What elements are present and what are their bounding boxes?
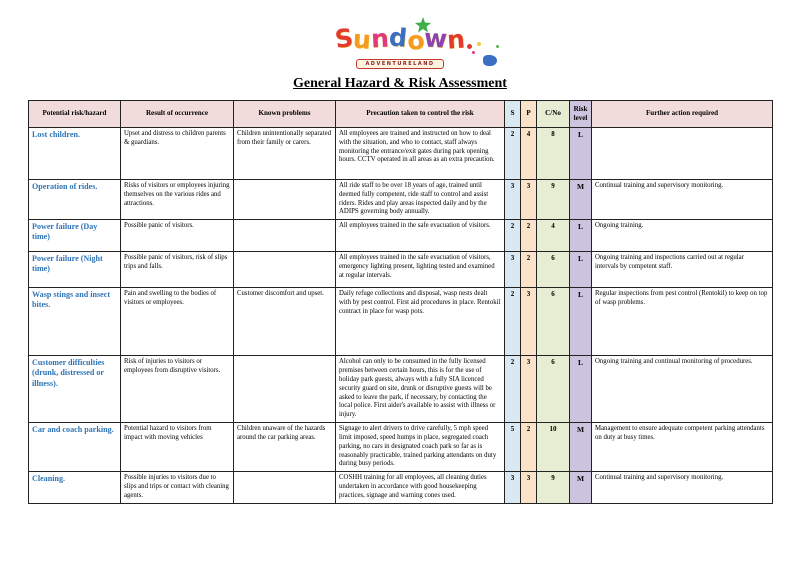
table-row — [29, 423, 773, 472]
cell-risk-level: M — [570, 423, 592, 472]
page-title: General Hazard & Risk Assessment — [293, 76, 507, 91]
table-header-row — [29, 101, 773, 128]
cell-known-problems: Children unintentionally separated from their family or carers. — [234, 128, 336, 180]
cell-probability-score: 3 — [521, 472, 537, 503]
cell-severity-score: 3 — [505, 180, 521, 220]
cell-further-action: Continual training and supervisory monitoring. — [592, 180, 773, 220]
cell-further-action: Management to ensure adequate competent parking attendants on duty at busy times. — [592, 423, 773, 472]
cell-cno-score: 6 — [537, 288, 570, 356]
cell-precaution: All ride staff to be over 18 years of age, trained until deemed fully competent, ride staff to control and assist riders. Rides and play areas inspected daily and by the ADIPS governing body annually. — [336, 180, 505, 220]
cell-known-problems — [234, 356, 336, 423]
cell-hazard: Wasp stings and insect bites. — [29, 288, 121, 356]
cell-further-action: Continual training and supervisory monitoring. — [592, 472, 773, 503]
table-row — [29, 180, 773, 220]
cell-severity-score: 3 — [505, 252, 521, 288]
cell-known-problems: Customer discomfort and upset. — [234, 288, 336, 356]
cell-result: Risk of injuries to visitors or employees from disruptive visitors. — [121, 356, 234, 423]
cell-precaution: All employees trained in the safe evacuation of visitors. — [336, 220, 505, 252]
cell-cno-score: 10 — [537, 423, 570, 472]
cell-severity-score: 3 — [505, 472, 521, 503]
cell-precaution: Signage to alert drivers to drive carefully, 5 mph speed limit imposed, speed humps in place, segregated coach parking, no cars in designated coach park so far as is reasonably practicable, trained parking attendants on duty during busy periods. — [336, 423, 505, 472]
cell-result: Upset and distress to children parents & guardians. — [121, 128, 234, 180]
cell-precaution: COSHH training for all employees, all cleaning duties undertaken in accordance with good housekeeping practices, signage and warning cones used. — [336, 472, 505, 503]
col-header-hazard: Potential risk/hazard — [29, 101, 121, 128]
cell-result: Pain and swelling to the bodies of visitors or employees. — [121, 288, 234, 356]
cell-severity-score: 2 — [505, 356, 521, 423]
table-row — [29, 472, 773, 503]
cell-precaution: All employees are trained and instructed on how to deal with the situation, and who to contact, staff always monitoring the entrance/exit gates during park opening hours. CCTV operated in all areas as an extra precaution. — [336, 128, 505, 180]
cell-known-problems — [234, 220, 336, 252]
cell-result: Possible injuries to visitors due to slips and trips or contact with cleaning agents. — [121, 472, 234, 503]
cell-further-action: Regular inspections from pest control (Rentokil) to keep on top of wasp problems. — [592, 288, 773, 356]
cell-probability-score: 3 — [521, 180, 537, 220]
cell-result: Possible panic of visitors, risk of slips trips and falls. — [121, 252, 234, 288]
cell-probability-score: 4 — [521, 128, 537, 180]
col-header-result: Result of occurrence — [121, 101, 234, 128]
cell-known-problems — [234, 472, 336, 503]
cell-precaution: Daily refuge collections and disposal, wasp nests dealt with by pest control. First aid procedures in place. Rentokil contract in place for wasp pots. — [336, 288, 505, 356]
cell-result: Possible panic of visitors. — [121, 220, 234, 252]
col-header-probability: P — [521, 101, 537, 128]
col-header-cno: C/No — [537, 101, 570, 128]
sundown-logo — [305, 22, 495, 70]
logo-banner-text: ADVENTURELAND — [356, 59, 443, 69]
cell-cno-score: 9 — [537, 472, 570, 503]
cell-known-problems: Children unaware of the hazards around the car parking areas. — [234, 423, 336, 472]
cell-risk-level: L — [570, 252, 592, 288]
cell-result: Potential hazard to visitors from impact with moving vehicles — [121, 423, 234, 472]
cell-hazard: Power failure (Day time) — [29, 220, 121, 252]
table-row — [29, 288, 773, 356]
logo-wordmark: Sundown — [333, 22, 466, 56]
col-header-further-action: Further action required — [592, 101, 773, 128]
cell-result: Risks of visitors or employees injuring themselves on the various rides and attractions. — [121, 180, 234, 220]
cell-cno-score: 6 — [537, 356, 570, 423]
cell-known-problems — [234, 180, 336, 220]
cell-severity-score: 5 — [505, 423, 521, 472]
cell-further-action — [592, 128, 773, 180]
cell-hazard: Power failure (Night time) — [29, 252, 121, 288]
cell-cno-score: 4 — [537, 220, 570, 252]
cell-hazard: Customer difficulties (drunk, distressed or illness). — [29, 356, 121, 423]
cell-known-problems — [234, 252, 336, 288]
col-header-precaution: Precaution taken to control the risk — [336, 101, 505, 128]
cell-cno-score: 9 — [537, 180, 570, 220]
cell-probability-score: 2 — [521, 220, 537, 252]
logo-confetti-graphic — [465, 42, 499, 68]
cell-severity-score: 2 — [505, 288, 521, 356]
cell-risk-level: L — [570, 356, 592, 423]
cell-risk-level: L — [570, 220, 592, 252]
cell-probability-score: 3 — [521, 356, 537, 423]
col-header-risk-level: Risk level — [570, 101, 592, 128]
table-row — [29, 356, 773, 423]
cell-probability-score: 2 — [521, 252, 537, 288]
table-row — [29, 252, 773, 288]
col-header-known-problems: Known problems — [234, 101, 336, 128]
col-header-severity: S — [505, 101, 521, 128]
cell-cno-score: 8 — [537, 128, 570, 180]
cell-risk-level: M — [570, 472, 592, 503]
cell-probability-score: 2 — [521, 423, 537, 472]
cell-risk-level: M — [570, 180, 592, 220]
cell-cno-score: 6 — [537, 252, 570, 288]
logo-area — [0, 22, 800, 70]
cell-further-action: Ongoing training. — [592, 220, 773, 252]
cell-hazard: Car and coach parking. — [29, 423, 121, 472]
cell-hazard: Lost children. — [29, 128, 121, 180]
table-row — [29, 220, 773, 252]
cell-severity-score: 2 — [505, 220, 521, 252]
cell-further-action: Ongoing training and inspections carried out at regular intervals by competent staff. — [592, 252, 773, 288]
cell-probability-score: 3 — [521, 288, 537, 356]
cell-hazard: Operation of rides. — [29, 180, 121, 220]
cell-risk-level: L — [570, 128, 592, 180]
table-row — [29, 128, 773, 180]
cell-hazard: Cleaning. — [29, 472, 121, 503]
cell-severity-score: 2 — [505, 128, 521, 180]
risk-assessment-table — [28, 100, 773, 504]
cell-precaution: All employees trained in the safe evacuation of visitors, emergency lighting present, lighting tested and examined at regular intervals. — [336, 252, 505, 288]
cell-precaution: Alcohol can only to be consumed in the fully licensed premises between certain hours, this is for the use of holiday park guests, always with a fully SIA licenced security guard on site, drunk or disruptive guests will be asked to leave the park, if necessary, by contacting the local police. First aider's available to assist with illness or injury. — [336, 356, 505, 423]
cell-risk-level: L — [570, 288, 592, 356]
cell-further-action: Ongoing training and continual monitoring of procedures. — [592, 356, 773, 423]
